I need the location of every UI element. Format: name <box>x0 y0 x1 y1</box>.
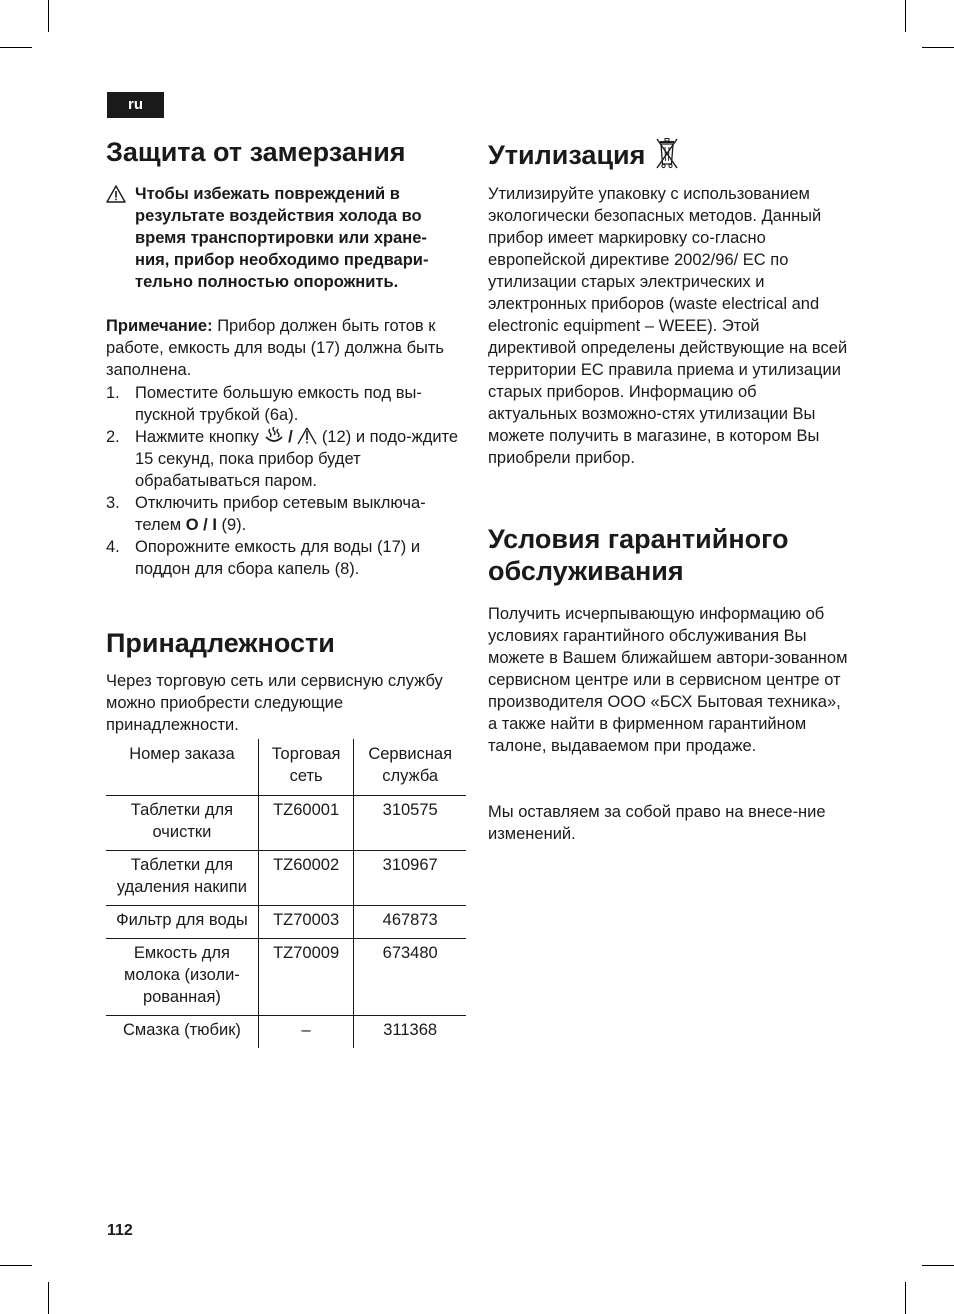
warning-line: время транспортировки или хране- <box>135 229 427 247</box>
accessories-intro: Через торговую сеть или сервисную службу можно приобрести следующие принадлежности. <box>106 672 443 734</box>
warning-line: тельно полностью опорожнить. <box>135 273 399 291</box>
list-item <box>106 382 466 426</box>
crossed-out-wheelie-bin-icon <box>655 136 679 170</box>
list-item <box>106 536 466 580</box>
warning-attention-icon <box>297 427 317 445</box>
step-number: 1. <box>106 384 120 402</box>
warning-line: результате воздействия холода во <box>135 207 422 225</box>
warning-triangle-icon <box>106 185 126 203</box>
table-row <box>106 851 466 906</box>
symbol-separator: / <box>288 428 293 446</box>
warning-line: Чтобы избежать повреждений в <box>135 185 400 203</box>
table-header-row <box>106 739 466 796</box>
warranty-text: Получить исчерпывающую информацию об условиях гарантийного обслуживания Вы можете в Вашем ближайшем автори-зованном сервисном центре или в сервисном центре от производителя ООО «БСХ Бытовая техника», а также найти в фирменном гарантийном талоне, выдаваемом при продаже. <box>488 605 848 755</box>
column-header-retail: Торговая сеть <box>258 739 354 796</box>
language-tag: ru <box>107 92 164 118</box>
crop-mark <box>0 1265 32 1266</box>
crop-mark <box>922 47 954 48</box>
note-label: Примечание: <box>106 317 213 335</box>
frost-steps-list <box>106 382 466 580</box>
step-number: 2. <box>106 428 120 446</box>
step-text: Поместите большую емкость под вы-пускной трубкой (6a). <box>135 384 422 424</box>
frost-protection-heading: Защита от замерзания <box>106 137 406 167</box>
accessories-table <box>106 739 466 1048</box>
accessory-name: Таблетки для очистки <box>130 801 234 841</box>
retail-code: TZ70009 <box>258 939 354 1016</box>
accessory-name: Емкость для молока (изоли-рованная) <box>106 939 258 1016</box>
step-text-after: (12) и подо-ждите 15 секунд, пока прибор будет обрабатываться паром. <box>135 428 459 490</box>
step-text-before: Нажмите кнопку <box>135 428 259 446</box>
warranty-title-line: обслуживания <box>488 556 684 586</box>
column-header-service: Сервисная служба <box>354 739 466 796</box>
step-number: 4. <box>106 538 120 556</box>
table-row <box>106 906 466 939</box>
frost-warning <box>106 183 466 293</box>
step-number: 3. <box>106 494 120 512</box>
note-text: Прибор должен быть готов к работе, емкость для воды (17) должна быть заполнена. <box>106 317 445 379</box>
list-item <box>106 426 466 492</box>
service-code: 673480 <box>354 939 466 1016</box>
accessories-heading: Принадлежности <box>106 628 335 658</box>
changes-notice: Мы оставляем за собой право на внесе-ние изменений. <box>488 803 826 843</box>
steam-icon <box>264 427 284 445</box>
crop-mark <box>922 1265 954 1266</box>
crop-mark <box>48 0 49 32</box>
retail-code: TZ70003 <box>258 906 354 939</box>
power-switch-label: O / I <box>185 516 217 534</box>
warranty-heading <box>488 523 789 587</box>
crop-mark <box>905 1282 906 1314</box>
page-number: 112 <box>107 1222 133 1239</box>
service-code: 310967 <box>354 851 466 906</box>
table-row <box>106 1016 466 1049</box>
crop-mark <box>905 0 906 32</box>
step-text: Опорожните емкость для воды (17) и поддон для сбора капель (8). <box>135 538 421 578</box>
service-code: 467873 <box>354 906 466 939</box>
warranty-title-line: Условия гарантийного <box>488 524 789 554</box>
step-text-after: (9). <box>221 516 247 534</box>
table-row <box>106 796 466 851</box>
service-code: 311368 <box>354 1016 466 1049</box>
crop-mark <box>48 1282 49 1314</box>
service-code: 310575 <box>354 796 466 851</box>
frost-note <box>106 315 466 381</box>
crop-mark <box>0 47 32 48</box>
frost-warning-text <box>135 183 466 293</box>
accessory-name: Таблетки для удаления накипи <box>106 851 258 906</box>
table-row <box>106 939 466 1016</box>
warning-line: ния, прибор необходимо предвари- <box>135 251 429 269</box>
accessory-name: Смазка (тюбик) <box>106 1016 258 1049</box>
disposal-text: Утилизируйте упаковку с использованием экологически безопасных методов. Данный прибор имеет маркировку со-гласно европейской директиве 2002/96/ ЕС по утилизации старых электрических и электронных приборов (waste electrical and electronic equipment – WEEE). Этой директивой определены действующие на всей территории ЕС правила приема и утилизации старых приборов. Информацию об актуальных возможно-стях утилизации Вы можете получить в магазине, в котором Вы приобрели прибор. <box>488 185 848 467</box>
retail-code: – <box>258 1016 354 1049</box>
step-text-before: Отключить прибор сетевым выключа-телем <box>135 494 426 534</box>
retail-code: TZ60002 <box>258 851 354 906</box>
retail-code: TZ60001 <box>258 796 354 851</box>
column-header-order-number: Номер заказа <box>106 739 258 796</box>
disposal-title: Утилизация <box>488 140 646 170</box>
list-item <box>106 492 466 536</box>
disposal-heading <box>488 136 679 171</box>
accessory-name: Фильтр для воды <box>106 906 258 939</box>
